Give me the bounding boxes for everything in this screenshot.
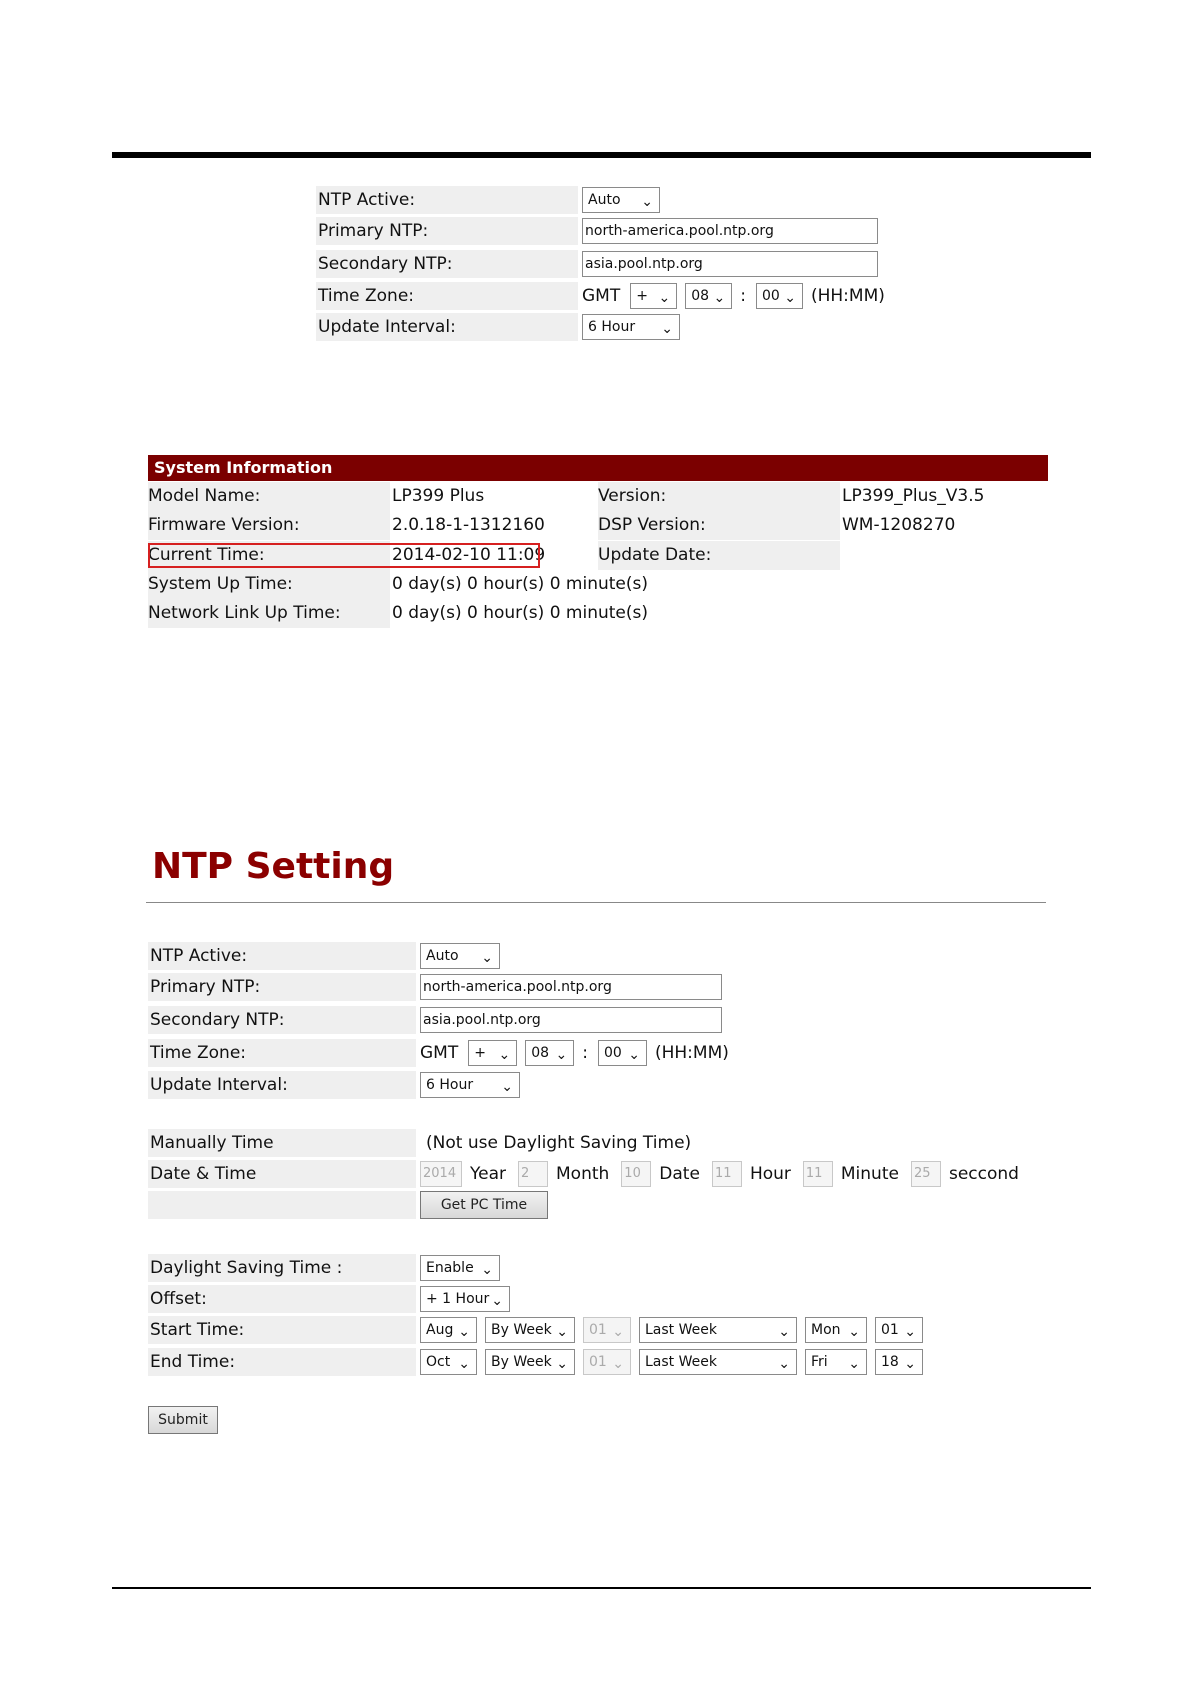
minute-unit: Minute [840, 1164, 899, 1184]
system-info-header: System Information [148, 455, 1048, 481]
chevron-down-icon: ⌄ [458, 1324, 470, 1340]
offset-select[interactable]: + 1 Hour ⌄ [420, 1286, 510, 1312]
label-date-time: Date & Time [148, 1160, 416, 1188]
end-weekday-select[interactable]: Fri ⌄ [805, 1349, 867, 1375]
get-pc-time-button[interactable]: Get PC Time [420, 1191, 548, 1219]
label-end-time: End Time: [148, 1348, 416, 1376]
manual-time-note: (Not use Daylight Saving Time) [426, 1133, 692, 1153]
chevron-down-icon: ⌄ [628, 1047, 640, 1063]
row-ntp-active [148, 942, 508, 970]
label-primary-ntp: Primary NTP: [148, 973, 416, 1001]
sys-value: LP399 Plus [392, 486, 485, 506]
row-end-time [148, 1348, 931, 1376]
title-divider [146, 902, 1046, 903]
gmt-label: GMT [420, 1043, 459, 1063]
top-label-secondary: Secondary NTP: [316, 250, 578, 278]
start-weekday-select[interactable]: Mon ⌄ [805, 1317, 867, 1343]
chevron-down-icon: ⌄ [848, 1324, 860, 1340]
sys-row-uptime [148, 570, 1048, 599]
label-time-zone: Time Zone: [148, 1039, 416, 1067]
current-time-value: 2014-02-10 11:09 [392, 545, 546, 565]
tz-colon: : [582, 1043, 588, 1063]
tz-format: (HH:MM) [654, 1043, 729, 1063]
chevron-down-icon: ⌄ [498, 1047, 511, 1063]
row-update-interval [148, 1071, 528, 1099]
chevron-down-icon: ⌄ [555, 1047, 568, 1063]
top-gmt-label: GMT [582, 286, 621, 306]
update-interval-select[interactable]: 6 Hour ⌄ [420, 1072, 520, 1098]
sys-value: WM-1208270 [842, 515, 956, 535]
row-start-time [148, 1316, 931, 1344]
date-unit: Date [659, 1164, 700, 1184]
label-manual-time: Manually Time [148, 1129, 416, 1157]
label-start-time: Start Time: [148, 1316, 416, 1344]
start-day-select[interactable]: 01 ⌄ [583, 1317, 631, 1343]
bottom-rule [112, 1587, 1091, 1589]
start-hour-select[interactable]: 01 ⌄ [875, 1317, 923, 1343]
hour-input[interactable]: 11 [712, 1161, 742, 1187]
chevron-down-icon: ⌄ [713, 290, 726, 306]
row-manual-time [148, 1129, 691, 1157]
top-tz-sign-select[interactable]: + ⌄ [630, 283, 677, 309]
chevron-down-icon: ⌄ [658, 290, 671, 306]
start-mode-select[interactable]: By Week ⌄ [485, 1317, 575, 1343]
tz-minute-select[interactable]: 00 ⌄ [598, 1040, 647, 1066]
top-label-ntp-active: NTP Active: [316, 186, 578, 214]
hour-unit: Hour [749, 1164, 791, 1184]
row-dst [148, 1254, 508, 1282]
sys-label: DSP Version: [598, 511, 840, 540]
year-unit: Year [470, 1164, 506, 1184]
chevron-down-icon: ⌄ [778, 1356, 790, 1372]
chevron-down-icon: ⌄ [556, 1324, 568, 1340]
date-input[interactable]: 10 [621, 1161, 651, 1187]
sys-row-link-uptime [148, 599, 1048, 628]
row-offset [148, 1285, 518, 1313]
sys-label: Model Name: [148, 482, 390, 511]
sys-label: System Up Time: [148, 570, 390, 599]
start-week-select[interactable]: Last Week ⌄ [639, 1317, 797, 1343]
primary-ntp-input[interactable]: north-america.pool.ntp.org [420, 974, 722, 1000]
label-update-interval: Update Interval: [148, 1071, 416, 1099]
top-update-interval-select[interactable]: 6 Hour ⌄ [582, 314, 680, 340]
minute-input[interactable]: 11 [803, 1161, 833, 1187]
top-ntp-active-select[interactable]: Auto ⌄ [582, 187, 660, 213]
chevron-down-icon: ⌄ [904, 1356, 916, 1372]
second-input[interactable]: 25 [911, 1161, 941, 1187]
end-hour-select[interactable]: 18 ⌄ [875, 1349, 923, 1375]
row-get-pc-time [148, 1191, 548, 1219]
top-label-primary: Primary NTP: [316, 217, 578, 245]
top-rule [112, 152, 1091, 158]
sys-value: LP399_Plus_V3.5 [842, 486, 985, 506]
label-ntp-active: NTP Active: [148, 942, 416, 970]
end-week-select[interactable]: Last Week ⌄ [639, 1349, 797, 1375]
sys-row-firmware [148, 511, 1048, 540]
label-secondary-ntp: Secondary NTP: [148, 1006, 416, 1034]
sys-value: 0 day(s) 0 hour(s) 0 minute(s) [392, 603, 648, 623]
top-label-timezone: Time Zone: [316, 282, 578, 310]
sys-label: Update Date: [598, 541, 840, 570]
start-month-select[interactable]: Aug ⌄ [420, 1317, 477, 1343]
chevron-down-icon: ⌄ [641, 194, 653, 210]
row-primary-ntp [148, 973, 722, 1001]
top-row-secondary [316, 250, 878, 278]
tz-sign-select[interactable]: + ⌄ [468, 1040, 517, 1066]
top-row-interval [316, 313, 688, 341]
end-day-select[interactable]: 01 ⌄ [583, 1349, 631, 1375]
top-tz-minute-select[interactable]: 00 ⌄ [756, 283, 803, 309]
label-dst: Daylight Saving Time : [148, 1254, 416, 1282]
chevron-down-icon: ⌄ [778, 1324, 790, 1340]
end-month-select[interactable]: Oct ⌄ [420, 1349, 477, 1375]
sys-label: Firmware Version: [148, 511, 390, 540]
month-unit: Month [556, 1164, 610, 1184]
top-row-primary [316, 217, 878, 245]
sys-row-model [148, 482, 1048, 511]
top-tz-hour-select[interactable]: 08 ⌄ [685, 283, 732, 309]
ntp-active-select[interactable]: Auto ⌄ [420, 943, 500, 969]
chevron-down-icon: ⌄ [501, 1079, 513, 1095]
sys-value: 0 day(s) 0 hour(s) 0 minute(s) [392, 574, 648, 594]
chevron-down-icon: ⌄ [612, 1324, 624, 1340]
sys-label: Current Time: [148, 541, 390, 570]
label-empty [148, 1191, 416, 1219]
label-offset: Offset: [148, 1285, 416, 1313]
chevron-down-icon: ⌄ [784, 290, 796, 306]
sys-value: 2.0.18-1-1312160 [392, 515, 545, 535]
top-tz-colon: : [740, 286, 746, 306]
row-date-time [148, 1160, 1031, 1188]
row-time-zone [148, 1039, 739, 1067]
chevron-down-icon: ⌄ [458, 1356, 470, 1372]
chevron-down-icon: ⌄ [481, 1262, 493, 1278]
chevron-down-icon: ⌄ [612, 1356, 624, 1372]
chevron-down-icon: ⌄ [661, 321, 673, 337]
second-unit: seccond [948, 1164, 1019, 1184]
secondary-ntp-input[interactable]: asia.pool.ntp.org [420, 1007, 722, 1033]
top-row-ntp-active [316, 186, 668, 214]
current-time-highlight-box [148, 543, 540, 568]
top-label-interval: Update Interval: [316, 313, 578, 341]
year-input[interactable]: 2014 [420, 1161, 462, 1187]
sys-label: Network Link Up Time: [148, 599, 390, 628]
end-mode-select[interactable]: By Week ⌄ [485, 1349, 575, 1375]
chevron-down-icon: ⌄ [904, 1324, 916, 1340]
top-primary-ntp-input[interactable]: north-america.pool.ntp.org [582, 218, 878, 244]
row-secondary-ntp [148, 1006, 722, 1034]
tz-hour-select[interactable]: 08 ⌄ [525, 1040, 574, 1066]
top-row-timezone [316, 282, 895, 310]
page-title: NTP Setting [152, 846, 395, 887]
chevron-down-icon: ⌄ [556, 1356, 568, 1372]
top-secondary-ntp-input[interactable]: asia.pool.ntp.org [582, 251, 878, 277]
top-tz-format: (HH:MM) [810, 286, 885, 306]
sys-label: Version: [598, 482, 840, 511]
chevron-down-icon: ⌄ [491, 1293, 503, 1309]
month-input[interactable]: 2 [518, 1161, 548, 1187]
submit-button[interactable]: Submit [148, 1406, 218, 1434]
chevron-down-icon: ⌄ [481, 950, 493, 966]
dst-select[interactable]: Enable ⌄ [420, 1255, 500, 1281]
chevron-down-icon: ⌄ [848, 1356, 860, 1372]
